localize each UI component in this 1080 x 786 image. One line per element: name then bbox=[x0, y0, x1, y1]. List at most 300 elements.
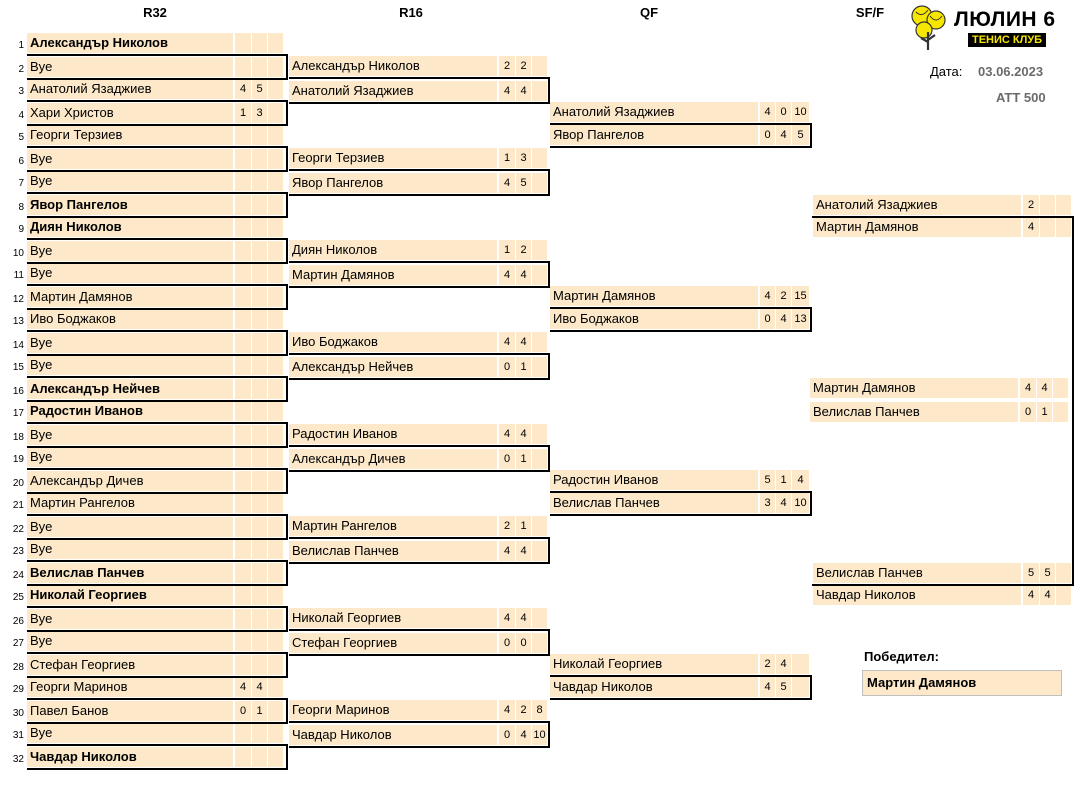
r32-player-name: Георги Маринов bbox=[27, 677, 233, 697]
r32-score-set2 bbox=[252, 655, 267, 675]
bracket-line bbox=[286, 192, 288, 218]
bracket-line bbox=[289, 102, 549, 104]
qf-score-set1: 5 bbox=[760, 470, 775, 490]
bracket-line bbox=[27, 262, 288, 264]
r32-score-set3 bbox=[268, 287, 283, 307]
bracket-line bbox=[810, 675, 812, 700]
bracket-line bbox=[289, 537, 549, 539]
qf-score-set1: 2 bbox=[760, 654, 775, 674]
r16-player-name: Александър Дичев bbox=[289, 449, 497, 469]
r32-player-name: Павел Банов bbox=[27, 701, 233, 721]
r32-player-name: Александър Дичев bbox=[27, 471, 233, 491]
r32-player-name: Мартин Рангелов bbox=[27, 493, 233, 513]
bracket-line bbox=[548, 353, 550, 380]
bracket-line bbox=[27, 192, 288, 194]
bracket-line bbox=[27, 722, 288, 724]
qf-score-set3: 4 bbox=[792, 470, 809, 490]
r16-score-set3 bbox=[532, 173, 547, 193]
bracket-line bbox=[548, 537, 550, 564]
qf-player-name: Радостин Иванов bbox=[550, 470, 758, 490]
r16-score-set2: 4 bbox=[516, 725, 531, 745]
bracket-line bbox=[27, 400, 288, 402]
r32-score-set3 bbox=[268, 655, 283, 675]
bracket-line bbox=[550, 146, 810, 148]
r32-score-set2 bbox=[252, 585, 267, 605]
r16-player-name: Радостин Иванов bbox=[289, 424, 497, 444]
final-score-set2: 4 bbox=[1037, 378, 1052, 398]
bracket-line bbox=[286, 54, 288, 80]
r32-score-set2 bbox=[252, 195, 267, 215]
row-number: 18 bbox=[12, 432, 24, 443]
r32-score-set3 bbox=[268, 103, 283, 123]
qf-score-set1: 3 bbox=[760, 493, 775, 513]
row-number: 13 bbox=[12, 316, 24, 327]
bracket-line bbox=[286, 560, 288, 586]
bracket-line bbox=[27, 584, 288, 586]
r16-player-name: Диян Николов bbox=[289, 240, 497, 260]
r32-score-set2 bbox=[252, 241, 267, 261]
bracket-line bbox=[286, 330, 288, 356]
qf-score-set2: 5 bbox=[776, 677, 791, 697]
club-logo-title: ЛЮЛИН 6 bbox=[954, 8, 1056, 31]
r32-score-set1 bbox=[235, 493, 251, 513]
r32-score-set3 bbox=[268, 517, 283, 537]
r32-score-set1: 1 bbox=[235, 103, 251, 123]
r32-player-name: Bye bbox=[27, 263, 233, 283]
r16-score-set2: 4 bbox=[516, 332, 531, 352]
sf-score-set2 bbox=[1040, 195, 1055, 215]
r32-score-set2: 3 bbox=[252, 103, 267, 123]
bracket-line bbox=[286, 652, 288, 678]
final-score-set3 bbox=[1053, 378, 1068, 398]
r32-score-set2 bbox=[252, 125, 267, 145]
r32-score-set1 bbox=[235, 563, 251, 583]
r32-player-name: Анатолий Язаджиев bbox=[27, 79, 233, 99]
r32-score-set3 bbox=[268, 33, 283, 53]
bracket-line bbox=[27, 354, 288, 356]
bracket-line bbox=[550, 123, 810, 125]
qf-player-name: Чавдар Николов bbox=[550, 677, 758, 697]
r32-score-set2: 4 bbox=[252, 677, 267, 697]
bracket-line bbox=[27, 468, 288, 470]
r16-score-set2: 1 bbox=[516, 357, 531, 377]
bracket-line bbox=[286, 744, 288, 770]
bracket-line bbox=[812, 216, 1074, 218]
r32-score-set2 bbox=[252, 333, 267, 353]
header-r32: R32 bbox=[143, 5, 167, 20]
row-number: 2 bbox=[18, 64, 24, 75]
r32-score-set2 bbox=[252, 149, 267, 169]
row-number: 1 bbox=[18, 40, 24, 51]
r16-score-set1: 1 bbox=[499, 240, 515, 260]
r16-score-set3 bbox=[532, 332, 547, 352]
qf-score-set1: 4 bbox=[760, 286, 775, 306]
r16-score-set3 bbox=[532, 265, 547, 285]
r32-score-set1 bbox=[235, 401, 251, 421]
bracket-line bbox=[289, 654, 549, 656]
bracket-line bbox=[27, 100, 288, 102]
bracket-line bbox=[286, 284, 288, 310]
bracket-line bbox=[812, 584, 1074, 586]
sf-player-name: Чавдар Николов bbox=[813, 585, 1021, 605]
r16-score-set1: 4 bbox=[499, 265, 515, 285]
r32-score-set1 bbox=[235, 309, 251, 329]
row-number: 6 bbox=[18, 156, 24, 167]
bracket-line bbox=[286, 514, 288, 540]
r16-score-set2: 4 bbox=[516, 541, 531, 561]
row-number: 24 bbox=[12, 570, 24, 581]
r32-score-set2 bbox=[252, 287, 267, 307]
bracket-line bbox=[27, 376, 288, 378]
r32-player-name: Явор Пангелов bbox=[27, 195, 233, 215]
bracket-line bbox=[27, 216, 288, 218]
bracket-line bbox=[550, 675, 810, 677]
r32-score-set2: 5 bbox=[252, 79, 267, 99]
row-number: 17 bbox=[12, 408, 24, 419]
r16-score-set2: 4 bbox=[516, 424, 531, 444]
bracket-line bbox=[548, 629, 550, 656]
r32-score-set2 bbox=[252, 355, 267, 375]
row-number: 23 bbox=[12, 546, 24, 557]
r32-player-name: Bye bbox=[27, 517, 233, 537]
r16-score-set1: 4 bbox=[499, 700, 515, 720]
header-qf: QF bbox=[639, 5, 659, 20]
r32-player-name: Bye bbox=[27, 609, 233, 629]
r16-score-set3 bbox=[532, 56, 547, 76]
date-label: Дата: bbox=[930, 64, 963, 79]
bracket-line bbox=[810, 307, 812, 332]
r32-score-set2 bbox=[252, 517, 267, 537]
r32-score-set2: 1 bbox=[252, 701, 267, 721]
r32-player-name: Стефан Георгиев bbox=[27, 655, 233, 675]
sf-score-set1: 5 bbox=[1023, 563, 1039, 583]
r32-player-name: Диян Николов bbox=[27, 217, 233, 237]
r32-score-set1: 4 bbox=[235, 677, 251, 697]
sf-player-name: Анатолий Язаджиев bbox=[813, 195, 1021, 215]
qf-score-set2: 4 bbox=[776, 309, 791, 329]
bracket-line bbox=[286, 606, 288, 632]
bracket-line bbox=[27, 422, 288, 424]
r32-score-set3 bbox=[268, 677, 283, 697]
bracket-line bbox=[27, 146, 288, 148]
row-number: 26 bbox=[12, 616, 24, 627]
r32-player-name: Bye bbox=[27, 171, 233, 191]
club-logo bbox=[908, 2, 1078, 52]
bracket-line bbox=[289, 286, 549, 288]
r32-player-name: Bye bbox=[27, 355, 233, 375]
row-number: 27 bbox=[12, 638, 24, 649]
r32-score-set3 bbox=[268, 309, 283, 329]
bracket-line bbox=[286, 468, 288, 494]
row-number: 19 bbox=[12, 454, 24, 465]
r32-score-set1 bbox=[235, 585, 251, 605]
r16-score-set1: 4 bbox=[499, 332, 515, 352]
r32-score-set3 bbox=[268, 471, 283, 491]
qf-score-set2: 4 bbox=[776, 493, 791, 513]
bracket-line bbox=[286, 146, 288, 172]
bracket-line bbox=[550, 491, 810, 493]
bracket-line bbox=[289, 470, 549, 472]
bracket-line bbox=[286, 238, 288, 264]
qf-score-set3 bbox=[792, 654, 809, 674]
r16-score-set1: 4 bbox=[499, 608, 515, 628]
final-player-name: Мартин Дамянов bbox=[810, 378, 1018, 398]
r32-score-set1 bbox=[235, 517, 251, 537]
r16-player-name: Велислав Панчев bbox=[289, 541, 497, 561]
r32-score-set3 bbox=[268, 563, 283, 583]
qf-score-set3: 10 bbox=[792, 102, 809, 122]
r32-player-name: Bye bbox=[27, 723, 233, 743]
sf-score-set1: 4 bbox=[1023, 585, 1039, 605]
qf-score-set2: 2 bbox=[776, 286, 791, 306]
r16-score-set2: 2 bbox=[516, 700, 531, 720]
qf-player-name: Иво Боджаков bbox=[550, 309, 758, 329]
r32-player-name: Bye bbox=[27, 57, 233, 77]
r32-score-set3 bbox=[268, 171, 283, 191]
bracket-line bbox=[289, 353, 549, 355]
winner-name: Мартин Дамянов bbox=[862, 670, 1062, 696]
row-number: 7 bbox=[18, 178, 24, 189]
r32-player-name: Bye bbox=[27, 631, 233, 651]
row-number: 12 bbox=[12, 294, 24, 305]
r32-score-set2 bbox=[252, 57, 267, 77]
r16-score-set2: 1 bbox=[516, 516, 531, 536]
r16-score-set1: 0 bbox=[499, 633, 515, 653]
qf-score-set1: 4 bbox=[760, 102, 775, 122]
r32-score-set1 bbox=[235, 333, 251, 353]
row-number: 11 bbox=[13, 270, 24, 281]
bracket-line bbox=[289, 77, 549, 79]
sf-score-set3 bbox=[1056, 563, 1071, 583]
qf-score-set3 bbox=[792, 677, 809, 697]
bracket-line bbox=[286, 698, 288, 724]
r32-score-set2 bbox=[252, 747, 267, 767]
row-number: 32 bbox=[12, 754, 24, 765]
bracket-line bbox=[27, 492, 288, 494]
bracket-line bbox=[810, 123, 812, 148]
row-number: 10 bbox=[12, 248, 24, 259]
final-score-set3 bbox=[1053, 402, 1068, 422]
r32-score-set1 bbox=[235, 33, 251, 53]
bracket-line bbox=[548, 445, 550, 472]
bracket-line bbox=[289, 445, 549, 447]
r32-score-set1 bbox=[235, 723, 251, 743]
r32-score-set3 bbox=[268, 609, 283, 629]
r16-score-set3 bbox=[532, 633, 547, 653]
r32-score-set1 bbox=[235, 471, 251, 491]
r16-player-name: Георги Терзиев bbox=[289, 148, 497, 168]
r32-score-set1 bbox=[235, 655, 251, 675]
r32-score-set3 bbox=[268, 723, 283, 743]
bracket-line bbox=[27, 170, 288, 172]
r32-score-set2 bbox=[252, 379, 267, 399]
bracket-line bbox=[289, 562, 549, 564]
r32-score-set1 bbox=[235, 425, 251, 445]
qf-score-set2: 4 bbox=[776, 654, 791, 674]
r32-score-set2 bbox=[252, 609, 267, 629]
r32-score-set1 bbox=[235, 263, 251, 283]
bracket-line bbox=[27, 78, 288, 80]
bracket-line bbox=[27, 514, 288, 516]
r32-score-set3 bbox=[268, 149, 283, 169]
r32-player-name: Bye bbox=[27, 333, 233, 353]
r32-score-set3 bbox=[268, 57, 283, 77]
bracket-line bbox=[810, 491, 812, 516]
r16-score-set1: 4 bbox=[499, 424, 515, 444]
r32-score-set3 bbox=[268, 79, 283, 99]
qf-score-set3: 5 bbox=[792, 125, 809, 145]
r32-player-name: Чавдар Николов bbox=[27, 747, 233, 767]
row-number: 4 bbox=[18, 110, 24, 121]
final-player-name: Велислав Панчев bbox=[810, 402, 1018, 422]
r32-score-set3 bbox=[268, 379, 283, 399]
row-number: 16 bbox=[12, 386, 24, 397]
row-number: 31 bbox=[12, 730, 24, 741]
final-score-set1: 0 bbox=[1020, 402, 1036, 422]
r16-score-set1: 1 bbox=[499, 148, 515, 168]
r32-score-set1 bbox=[235, 447, 251, 467]
r32-score-set1: 0 bbox=[235, 701, 251, 721]
r32-score-set2 bbox=[252, 493, 267, 513]
row-number: 21 bbox=[12, 500, 24, 511]
header-sf-f: SF/F bbox=[855, 5, 885, 20]
r32-score-set1: 4 bbox=[235, 79, 251, 99]
r32-score-set3 bbox=[268, 241, 283, 261]
r32-player-name: Bye bbox=[27, 149, 233, 169]
bracket-line bbox=[27, 124, 288, 126]
qf-score-set1: 0 bbox=[760, 309, 775, 329]
qf-score-set1: 4 bbox=[760, 677, 775, 697]
r32-score-set1 bbox=[235, 631, 251, 651]
row-number: 5 bbox=[18, 132, 24, 143]
r16-score-set2: 0 bbox=[516, 633, 531, 653]
row-number: 20 bbox=[12, 478, 24, 489]
r32-score-set3 bbox=[268, 447, 283, 467]
r16-score-set3 bbox=[532, 424, 547, 444]
r16-player-name: Георги Маринов bbox=[289, 700, 497, 720]
bracket-line bbox=[27, 744, 288, 746]
r32-score-set2 bbox=[252, 631, 267, 651]
r16-score-set2: 2 bbox=[516, 240, 531, 260]
row-number: 25 bbox=[12, 592, 24, 603]
r32-score-set1 bbox=[235, 149, 251, 169]
bracket-line bbox=[289, 746, 549, 748]
bracket-line bbox=[27, 768, 288, 770]
r32-score-set1 bbox=[235, 539, 251, 559]
bracket-line bbox=[550, 514, 810, 516]
r32-score-set2 bbox=[252, 723, 267, 743]
club-logo-subtitle: ТЕНИС КЛУБ bbox=[968, 33, 1046, 47]
r16-player-name: Мартин Рангелов bbox=[289, 516, 497, 536]
r16-score-set3 bbox=[532, 240, 547, 260]
r32-player-name: Хари Христов bbox=[27, 103, 233, 123]
r32-player-name: Bye bbox=[27, 241, 233, 261]
r16-score-set3 bbox=[532, 449, 547, 469]
r32-player-name: Велислав Панчев bbox=[27, 563, 233, 583]
qf-player-name: Анатолий Язаджиев bbox=[550, 102, 758, 122]
r32-player-name: Николай Георгиев bbox=[27, 585, 233, 605]
qf-player-name: Мартин Дамянов bbox=[550, 286, 758, 306]
r16-score-set2: 4 bbox=[516, 608, 531, 628]
r32-score-set1 bbox=[235, 355, 251, 375]
r32-score-set3 bbox=[268, 425, 283, 445]
r32-score-set1 bbox=[235, 217, 251, 237]
row-number: 14 bbox=[12, 340, 24, 351]
r32-player-name: Bye bbox=[27, 539, 233, 559]
r16-score-set2: 2 bbox=[516, 56, 531, 76]
r32-score-set3 bbox=[268, 333, 283, 353]
sf-score-set1: 4 bbox=[1023, 217, 1039, 237]
r16-score-set1: 0 bbox=[499, 725, 515, 745]
r32-score-set3 bbox=[268, 195, 283, 215]
r32-score-set1 bbox=[235, 171, 251, 191]
r16-player-name: Александър Николов bbox=[289, 56, 497, 76]
bracket-line bbox=[289, 629, 549, 631]
r32-score-set3 bbox=[268, 125, 283, 145]
date-value: 03.06.2023 bbox=[978, 64, 1044, 79]
r32-score-set2 bbox=[252, 539, 267, 559]
r32-score-set1 bbox=[235, 379, 251, 399]
row-number: 8 bbox=[18, 202, 24, 213]
bracket-line bbox=[548, 261, 550, 288]
bracket-line bbox=[289, 378, 549, 380]
bracket-line bbox=[27, 238, 288, 240]
bracket-line bbox=[1072, 216, 1074, 586]
r32-score-set1 bbox=[235, 747, 251, 767]
r32-score-set3 bbox=[268, 493, 283, 513]
r32-score-set1 bbox=[235, 287, 251, 307]
final-score-set1: 4 bbox=[1020, 378, 1036, 398]
r16-score-set3 bbox=[532, 148, 547, 168]
bracket-line bbox=[550, 307, 810, 309]
qf-player-name: Велислав Панчев bbox=[550, 493, 758, 513]
r16-player-name: Николай Георгиев bbox=[289, 608, 497, 628]
sf-score-set2 bbox=[1040, 217, 1055, 237]
row-number: 30 bbox=[12, 708, 24, 719]
r32-player-name: Радостин Иванов bbox=[27, 401, 233, 421]
r32-player-name: Bye bbox=[27, 447, 233, 467]
row-number: 9 bbox=[18, 224, 24, 235]
qf-score-set2: 4 bbox=[776, 125, 791, 145]
row-number: 3 bbox=[18, 86, 24, 97]
r16-score-set2: 4 bbox=[516, 81, 531, 101]
r32-player-name: Александър Нейчев bbox=[27, 379, 233, 399]
r16-score-set3 bbox=[532, 357, 547, 377]
bracket-line bbox=[27, 560, 288, 562]
bracket-line bbox=[27, 330, 288, 332]
bracket-line bbox=[27, 308, 288, 310]
r16-score-set1: 4 bbox=[499, 173, 515, 193]
bracket-line bbox=[27, 606, 288, 608]
r16-score-set3: 10 bbox=[532, 725, 547, 745]
sf-player-name: Мартин Дамянов bbox=[813, 217, 1021, 237]
r32-player-name: Bye bbox=[27, 425, 233, 445]
r32-score-set3 bbox=[268, 401, 283, 421]
r32-player-name: Александър Николов bbox=[27, 33, 233, 53]
bracket-line bbox=[548, 77, 550, 104]
r16-score-set2: 4 bbox=[516, 265, 531, 285]
r16-score-set3: 8 bbox=[532, 700, 547, 720]
qf-score-set1: 0 bbox=[760, 125, 775, 145]
bracket-line bbox=[27, 538, 288, 540]
category-label: ATT 500 bbox=[996, 90, 1046, 105]
r32-score-set3 bbox=[268, 585, 283, 605]
r16-score-set1: 4 bbox=[499, 541, 515, 561]
bracket-line bbox=[548, 721, 550, 748]
bracket-line bbox=[286, 376, 288, 402]
sf-score-set3 bbox=[1056, 195, 1071, 215]
r32-score-set3 bbox=[268, 263, 283, 283]
